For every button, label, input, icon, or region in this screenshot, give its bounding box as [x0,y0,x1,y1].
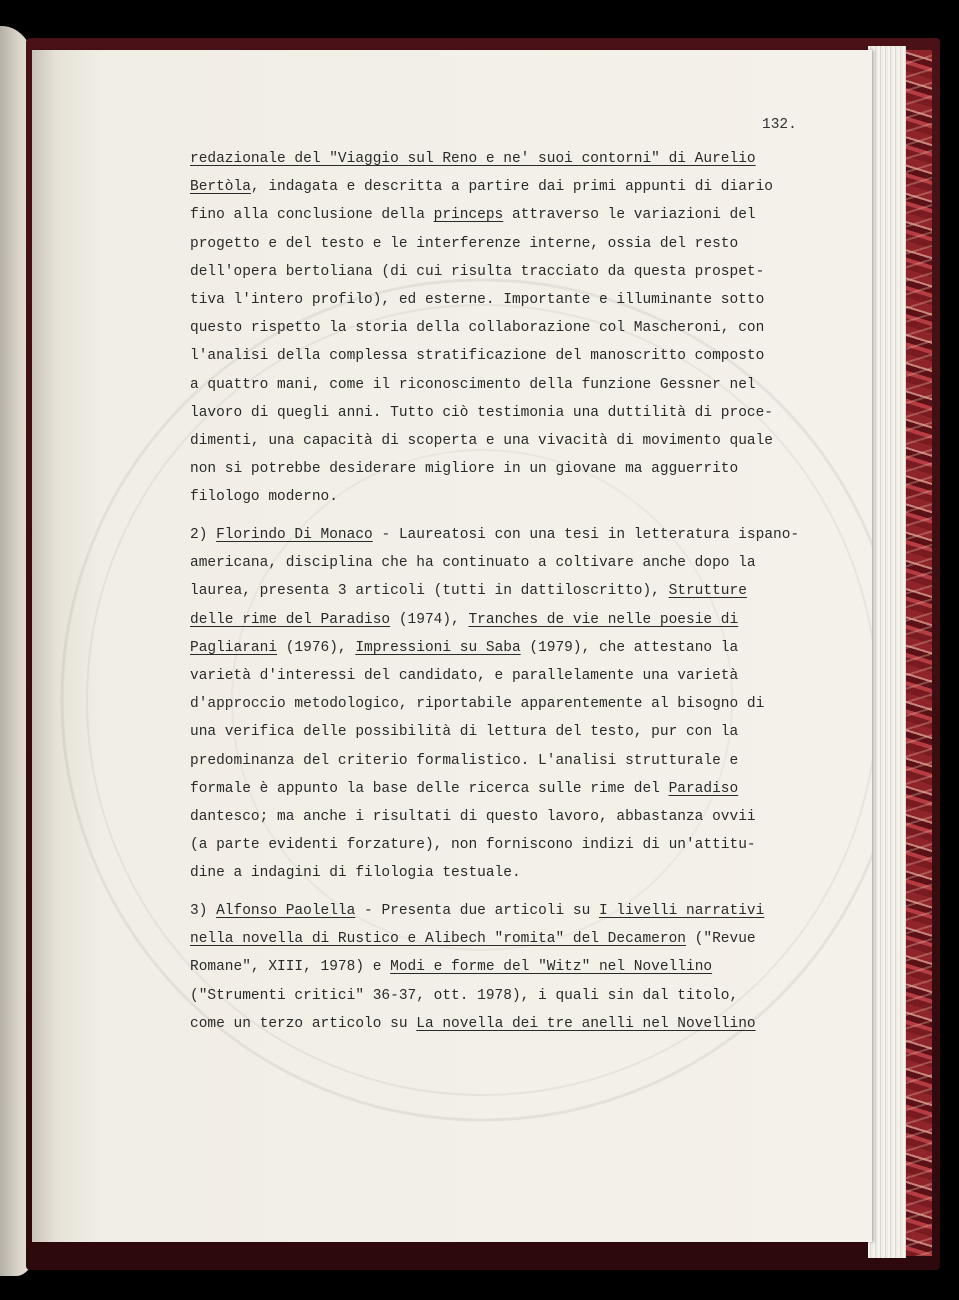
marbled-endpaper-edge [902,50,932,1256]
text-line [190,427,773,455]
paragraph-2 [190,521,799,887]
underlined-text: Florindo Di Monaco [216,527,373,543]
text-segment: attraverso le variazioni del [503,207,756,224]
text-segment: (1974), [390,611,469,628]
text-line [190,718,799,746]
text-segment: d'approccio metodologico, riportabile apparentemente al bisogno di [190,696,765,713]
text-segment: una verifica delle possibilità di lettura del testo, pur con la [190,724,739,741]
underlined-text: Impressioni su Saba [355,639,521,656]
text-segment: dimenti, una capacità di scoperta e una vivacità di movimento quale [190,432,773,449]
text-segment: ("Revue [685,931,756,948]
text-line [190,925,764,953]
text-line [190,606,799,634]
text-line [190,1010,764,1038]
text-line [190,173,773,201]
text-segment: predominanza del criterio formalistico. L'analisi strutturale e [190,752,739,769]
text-segment: varietà d'interessi del candidato, e parallelamente una varietà [190,667,739,684]
underlined-text: Tranches de vie nelle poesie di [468,611,739,628]
page-number: 132. [762,117,797,133]
underlined-text: Pagliarani [190,639,278,656]
underlined-text: princeps [433,207,504,224]
underlined-text: Bertòla [190,179,251,196]
text-segment: - Laureatosi con una tesi in letteratura ispano- [372,527,800,543]
underlined-text: Strutture [668,583,747,600]
text-line [190,342,773,370]
text-segment: laurea, presenta 3 articoli (tutti in dattiloscritto), [190,583,669,600]
text-line [190,483,773,511]
text-segment: americana, disciplina che ha continuato a coltivare anche dopo la [190,555,756,572]
text-segment: a quattro mani, come il riconoscimento della funzione Gessner nel [190,376,756,393]
text-segment: formale è appunto la base delle ricerca sulle rime del [190,780,669,797]
text-line [190,982,764,1010]
text-line [190,145,773,173]
text-segment: tiva l'intero profilo), ed esterne. Importante e illuminante sotto [190,291,765,308]
text-segment: 2) [190,527,217,543]
text-segment: ("Strumenti critici" 36-37, ott. 1978), i quali sin dal titolo, [190,987,739,1004]
text-segment: progetto e del testo e le interferenze interne, ossia del resto [190,235,739,252]
underlined-text: Alfonso Paolella [216,903,356,919]
underlined-text: delle rime del Paradiso [190,611,391,628]
text-line [190,549,799,577]
text-segment: (1979), che attestano la [520,639,739,656]
text-line [190,258,773,286]
underlined-text: Paradiso [668,780,739,797]
text-line [190,455,773,483]
text-line [190,286,773,314]
text-segment: (1976), [277,639,356,656]
text-line [190,371,773,399]
text-line [190,897,764,925]
text-segment: filologo moderno. [190,489,338,506]
underlined-text: Modi e forme del "Witz" nel Novellino [390,959,713,976]
text-line [190,690,799,718]
text-line [190,953,764,981]
text-segment: , indagata e descritta a partire dai primi appunti di diario [250,179,774,196]
text-segment: (a parte evidenti forzature), non forniscono indizi di un'attitu- [190,837,756,854]
text-segment: - Presenta due articoli su [355,903,599,919]
text-line [190,831,799,859]
text-line [190,634,799,662]
text-segment: fino alla conclusione della [190,207,434,224]
underlined-text: redazionale del "Viaggio sul Reno e ne' suoi contorni" di Aurelio [190,151,756,167]
text-line [190,803,799,831]
text-line [190,399,773,427]
text-line [190,662,799,690]
text-segment: 3) [190,903,217,919]
text-segment: come un terzo articolo su [190,1015,417,1032]
page-stack-edge [868,46,906,1258]
text-line [190,314,773,342]
text-line [190,859,799,887]
text-line [190,775,799,803]
text-line [190,521,799,549]
text-line [190,201,773,229]
text-segment: l'analisi della complessa stratificazione del manoscritto composto [190,348,765,365]
paragraph-1 [190,145,773,511]
underlined-text: I livelli narrativi [598,903,765,919]
text-segment: dantesco; ma anche i risultati di questo lavoro, abbastanza ovvii [190,808,756,825]
text-line [190,230,773,258]
underlined-text: La novella dei tre anelli nel Novellino [416,1015,756,1032]
text-line [190,577,799,605]
text-segment: dine a indagini di filologia testuale. [190,865,521,882]
underlined-text: nella novella di Rustico e Alibech "romita" del Decameron [190,931,686,948]
text-segment: questo rispetto la storia della collaborazione col Mascheroni, con [190,320,765,337]
text-line [190,747,799,775]
text-segment: lavoro di quegli anni. Tutto ciò testimonia una duttilità di proce- [190,404,773,421]
paragraph-3 [190,897,764,1038]
text-segment: Romane", XIII, 1978) e [190,959,391,976]
text-segment: non si potrebbe desiderare migliore in un giovane ma agguerrito [190,461,739,478]
text-segment: dell'opera bertoliana (di cui risulta tracciato da questa prospet- [190,263,765,280]
